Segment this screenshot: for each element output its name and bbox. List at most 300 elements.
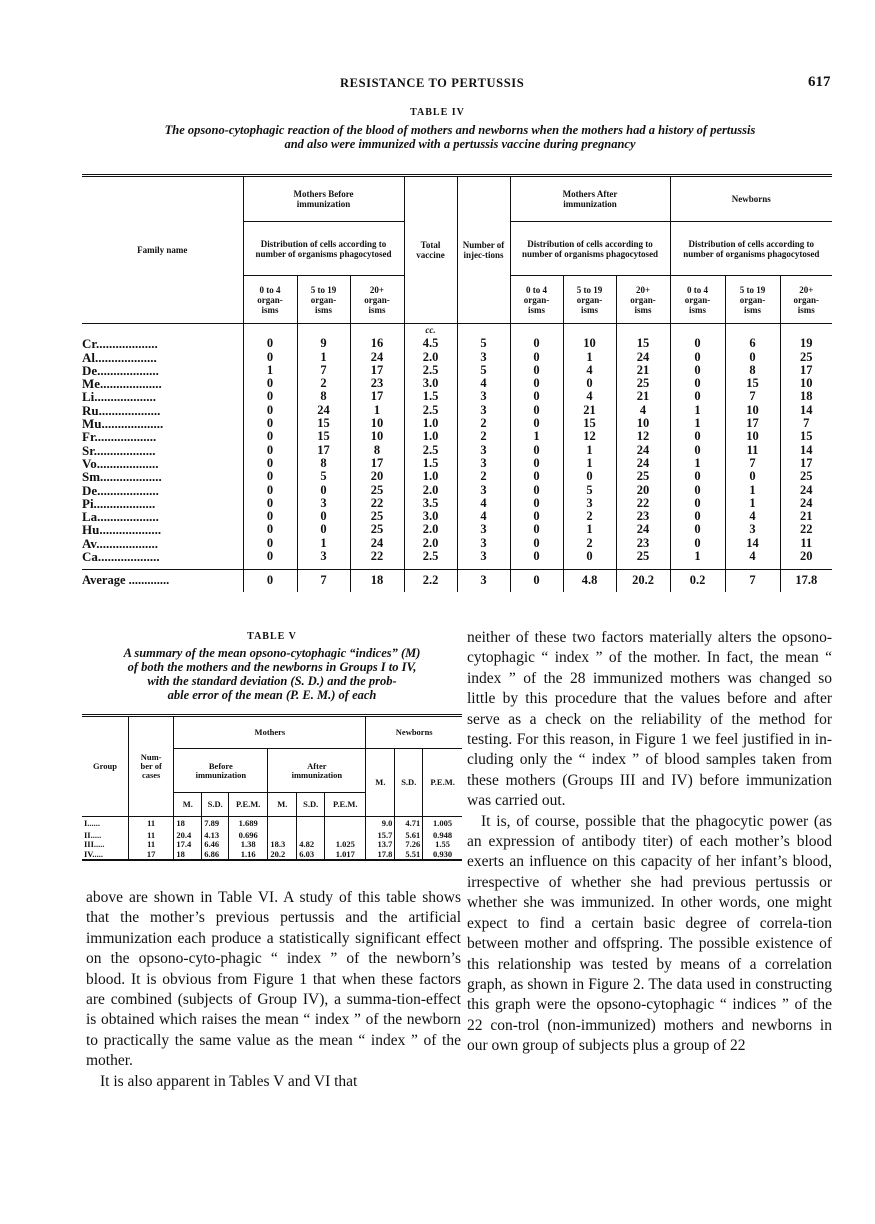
newborn-cell: 17 xyxy=(725,417,780,430)
mothers-after-cell: 0 xyxy=(510,537,563,550)
table-row xyxy=(82,430,832,443)
average-cell: 3 xyxy=(457,569,510,592)
mothers-after-cell: 12 xyxy=(563,430,616,443)
mothers-before-cell: 10 xyxy=(350,417,404,430)
newborn-cell: 7.26 xyxy=(395,840,423,850)
table-4-label: TABLE IV xyxy=(410,107,465,118)
mothers-after-cell: 1 xyxy=(563,523,616,536)
newborn-cell: 7 xyxy=(725,390,780,403)
newborn-cell: 7 xyxy=(725,457,780,470)
mothers-after-cell: 23 xyxy=(616,537,670,550)
newborn-cell: 0 xyxy=(670,430,725,443)
newborn-cell: 1 xyxy=(670,550,725,563)
after-cell: 18.3 xyxy=(268,840,297,850)
family-name-cell: Av................... xyxy=(82,537,243,550)
table-row xyxy=(82,444,832,457)
injections-cell: 3 xyxy=(457,484,510,497)
before-cell: 7.89 xyxy=(202,817,229,831)
table-5-label: TABLE V xyxy=(247,631,297,642)
cases-cell: 17 xyxy=(128,850,173,861)
newborn-cell: 24 xyxy=(800,482,813,497)
table-4 xyxy=(82,174,832,592)
mothers-after-cell: 22 xyxy=(616,497,670,510)
table-row xyxy=(82,377,832,390)
mothers-before-cell: 15 xyxy=(297,417,350,430)
cases-cell: 11 xyxy=(128,831,173,841)
total-vaccine-cell: 2.5 xyxy=(404,404,457,417)
table-row xyxy=(82,457,832,470)
mothers-after-cell: 4 xyxy=(563,364,616,377)
before-cell: 6.46 xyxy=(202,840,229,850)
table-4-caption-line-1: The opsono-cytophagic reaction of the blood of mothers and newborns when the mothers had a history of pertussis xyxy=(164,123,756,137)
header-ma-0to4: 0 to 4 organ-isms xyxy=(510,276,563,324)
header-distribution-newborns: Distribution of cells according to number of organisms phagocytosed xyxy=(670,222,832,276)
table-row xyxy=(82,850,462,861)
mothers-after-cell: 10 xyxy=(616,417,670,430)
mothers-before-cell: 1 xyxy=(297,351,350,364)
newborn-cell: 25 xyxy=(800,349,813,364)
mothers-before-cell: 7 xyxy=(297,364,350,377)
family-name-cell: Me................... xyxy=(82,377,243,390)
table-5-caption-line: with the standard deviation (S. D.) and the prob- xyxy=(147,674,397,688)
mothers-before-cell: 0 xyxy=(243,444,297,457)
total-vaccine-cell: 2.0 xyxy=(404,537,457,550)
page-number: 617 xyxy=(808,74,831,90)
paragraph: It is, of course, possible that the phagocytic power (as an expression of antibody titer) of each mother’s blood exerts an influence on this capacity of her infant’s blood, irrespective of whether she had previous pertussis or whether she was immunized. In other words, one might expect to find a certain basic degree of correla-tion between mother and offspring. The possible existence of this relationship was tested by means of a correlation graph, as shown in Figure 2. The data used in constructing this graph were the opsono-cytophagic “ indices ” of the 22 con-trol (non-immunized) mothers and newborns in our own group of subjects plus a group of 22 xyxy=(467,812,832,1055)
average-cell: 2.2 xyxy=(404,569,457,592)
injections-cell: 2 xyxy=(457,430,510,443)
injections-cell: 3 xyxy=(457,523,510,536)
newborn-cell: 0 xyxy=(670,351,725,364)
mothers-before-cell: 9 xyxy=(297,337,350,350)
before-cell: 1.16 xyxy=(229,850,268,861)
mothers-after-cell: 0 xyxy=(510,390,563,403)
mothers-after-cell: 0 xyxy=(510,364,563,377)
after-cell: 1.017 xyxy=(325,850,366,861)
table-row xyxy=(82,817,462,831)
header-mothers-before: Mothers Before immunization xyxy=(243,176,404,222)
before-cell: 18 xyxy=(174,817,202,831)
mothers-after-cell: 0 xyxy=(510,351,563,364)
group-cell: III..... xyxy=(82,840,128,850)
mothers-before-cell: 2 xyxy=(297,377,350,390)
total-vaccine-cell: 3.5 xyxy=(404,497,457,510)
injections-cell: 5 xyxy=(457,364,510,377)
mothers-after-cell: 0 xyxy=(510,497,563,510)
family-name-cell: La................... xyxy=(82,510,243,523)
newborn-cell: 0 xyxy=(670,364,725,377)
header-after-sd: S.D. xyxy=(297,793,325,817)
header-before-sd: S.D. xyxy=(202,793,229,817)
newborn-cell: 24 xyxy=(800,495,813,510)
mothers-after-cell: 0 xyxy=(510,510,563,523)
newborn-cell: 10 xyxy=(725,404,780,417)
newborn-cell: 4 xyxy=(725,510,780,523)
total-vaccine-cell: 1.0 xyxy=(404,417,457,430)
mothers-after-cell: 0 xyxy=(510,444,563,457)
newborn-cell: 1.005 xyxy=(423,817,462,831)
group-cell: II..... xyxy=(82,831,128,841)
mothers-before-cell: 15 xyxy=(297,430,350,443)
newborn-cell: 0 xyxy=(670,444,725,457)
newborn-cell: 21 xyxy=(800,509,813,524)
mothers-after-cell: 4 xyxy=(563,390,616,403)
average-label-cell: Average ............. xyxy=(82,569,243,592)
family-name-cell: Ca................... xyxy=(82,550,243,563)
header-nb-m: M. xyxy=(366,749,395,817)
total-vaccine-cell: 1.5 xyxy=(404,457,457,470)
total-vaccine-cell: 1.0 xyxy=(404,470,457,483)
newborn-cell: 14 xyxy=(800,402,813,417)
newborn-cell: 11 xyxy=(725,444,780,457)
mothers-before-cell: 17 xyxy=(350,457,404,470)
newborn-cell: 14 xyxy=(800,442,813,457)
newborn-cell: 0 xyxy=(670,484,725,497)
table-row xyxy=(82,417,832,430)
newborn-cell: 0 xyxy=(670,470,725,483)
mothers-after-cell: 24 xyxy=(616,444,670,457)
newborn-cell: 7 xyxy=(803,416,810,431)
family-name-cell: Li................... xyxy=(82,390,243,403)
before-cell: 17.4 xyxy=(174,840,202,850)
mothers-after-cell: 24 xyxy=(616,523,670,536)
family-name-cell: Ru................... xyxy=(82,404,243,417)
family-name-cell: Al................... xyxy=(82,351,243,364)
mothers-before-cell: 0 xyxy=(243,337,297,350)
mothers-before-cell: 1 xyxy=(297,537,350,550)
newborn-cell: 25 xyxy=(800,469,813,484)
table-row xyxy=(82,351,832,364)
mothers-before-cell: 0 xyxy=(243,484,297,497)
newborn-cell: 6 xyxy=(725,337,780,350)
mothers-after-cell: 0 xyxy=(510,470,563,483)
mothers-before-cell: 17 xyxy=(350,390,404,403)
total-vaccine-cell: 2.0 xyxy=(404,351,457,364)
mothers-after-cell: 1 xyxy=(510,430,563,443)
mothers-before-cell: 3 xyxy=(297,497,350,510)
total-vaccine-cell: 2.5 xyxy=(404,550,457,563)
mothers-before-cell: 5 xyxy=(297,470,350,483)
header-after-m: M. xyxy=(268,793,297,817)
mothers-after-cell: 15 xyxy=(616,337,670,350)
injections-cell: 4 xyxy=(457,497,510,510)
mothers-after-cell: 0 xyxy=(510,457,563,470)
newborn-cell: 9.0 xyxy=(366,817,395,831)
mothers-before-cell: 0 xyxy=(297,510,350,523)
mothers-before-cell: 0 xyxy=(243,351,297,364)
newborn-cell: 17 xyxy=(800,455,813,470)
group-cell: I...... xyxy=(82,817,128,831)
mothers-after-cell: 5 xyxy=(563,484,616,497)
mothers-after-cell: 3 xyxy=(563,497,616,510)
header-mothers: Mothers xyxy=(174,716,366,749)
mothers-before-cell: 0 xyxy=(243,377,297,390)
mothers-before-cell: 0 xyxy=(243,390,297,403)
table-row xyxy=(82,523,832,536)
injections-cell: 3 xyxy=(457,537,510,550)
newborn-cell: 17 xyxy=(800,362,813,377)
mothers-after-cell: 0 xyxy=(510,377,563,390)
mothers-before-cell: 0 xyxy=(297,523,350,536)
mothers-before-cell: 8 xyxy=(297,390,350,403)
total-vaccine-cell: 2.5 xyxy=(404,444,457,457)
newborn-cell: 3 xyxy=(725,523,780,536)
header-newborns: Newborns xyxy=(670,176,832,222)
header-distribution-after: Distribution of cells according to number of organisms phagocytosed xyxy=(510,222,670,276)
family-name-cell: Hu................... xyxy=(82,523,243,536)
mothers-before-cell: 24 xyxy=(350,537,404,550)
average-cell: 20.2 xyxy=(616,569,670,592)
mothers-after-cell: 21 xyxy=(616,364,670,377)
newborn-cell: 22 xyxy=(800,522,813,537)
paragraph: neither of these two factors materially alters the opsono-cytophagic “ index ” of the mother. In fact, the mean “ index ” of the 28 immunized mothers was changed so little by this procedure that the values before and after serve as a check on the reliability of the method for testing. For this reason, in Figure 1 we feel justified in in-cluding only the “ index ” of blood samples taken from these mothers (Groups III and IV) before immunization was carried out. xyxy=(467,629,832,810)
average-cell: 7 xyxy=(297,569,350,592)
mothers-before-cell: 20 xyxy=(350,470,404,483)
injections-cell: 4 xyxy=(457,510,510,523)
mothers-before-cell: 0 xyxy=(243,537,297,550)
newborn-cell: 0 xyxy=(725,470,780,483)
header-nb-5to19: 5 to 19 organ-isms xyxy=(725,276,780,324)
mothers-after-cell: 21 xyxy=(563,404,616,417)
newborn-cell: 19 xyxy=(800,336,813,351)
injections-cell: 3 xyxy=(457,404,510,417)
mothers-after-cell: 1 xyxy=(563,457,616,470)
mothers-before-cell: 24 xyxy=(297,404,350,417)
injections-cell: 2 xyxy=(457,417,510,430)
newborn-cell: 1.55 xyxy=(435,839,451,849)
mothers-before-cell: 25 xyxy=(350,523,404,536)
mothers-before-cell: 10 xyxy=(350,430,404,443)
header-number-of-cases: Num-ber of cases xyxy=(128,716,173,817)
mothers-after-cell: 23 xyxy=(616,510,670,523)
injections-cell: 3 xyxy=(457,444,510,457)
newborn-cell: 20 xyxy=(800,549,813,564)
newborn-cell: 15.7 xyxy=(366,831,395,841)
mothers-after-cell: 2 xyxy=(563,537,616,550)
mothers-after-cell: 0 xyxy=(510,404,563,417)
mothers-after-cell: 0 xyxy=(563,550,616,563)
table-row xyxy=(82,537,832,550)
table-row xyxy=(82,484,832,497)
mothers-before-cell: 1 xyxy=(243,364,297,377)
table-row xyxy=(82,470,832,483)
injections-cell: 3 xyxy=(457,457,510,470)
mothers-after-cell: 4 xyxy=(616,404,670,417)
newborn-cell: 1 xyxy=(725,484,780,497)
header-nb-pem: P.E.M. xyxy=(423,749,462,817)
mothers-before-cell: 24 xyxy=(350,351,404,364)
average-cell: 0 xyxy=(243,569,297,592)
group-cell: IV..... xyxy=(82,850,128,861)
newborn-cell: 10 xyxy=(725,430,780,443)
header-group: Group xyxy=(82,716,128,817)
before-cell: 1.38 xyxy=(229,840,268,850)
table-row xyxy=(82,510,832,523)
newborn-cell: 1 xyxy=(725,497,780,510)
newborn-cell: 0 xyxy=(670,497,725,510)
mothers-before-cell: 22 xyxy=(350,550,404,563)
mothers-after-cell: 0 xyxy=(510,417,563,430)
total-vaccine-cell: 2.0 xyxy=(404,523,457,536)
before-cell: 4.13 xyxy=(202,831,229,841)
family-name-cell: Vo................... xyxy=(82,457,243,470)
mothers-after-cell: 1 xyxy=(563,444,616,457)
mothers-before-cell: 0 xyxy=(243,470,297,483)
injections-cell: 3 xyxy=(457,550,510,563)
newborn-cell: 11 xyxy=(800,535,813,550)
mothers-after-cell: 0 xyxy=(563,470,616,483)
header-before-m: M. xyxy=(174,793,202,817)
before-cell: 18 xyxy=(174,850,202,861)
mothers-after-cell: 25 xyxy=(616,550,670,563)
header-after-pem: P.E.M. xyxy=(325,793,366,817)
newborn-cell: 5.61 xyxy=(395,831,423,841)
table-row xyxy=(82,364,832,377)
newborn-cell: 1 xyxy=(670,417,725,430)
mothers-after-cell: 0 xyxy=(510,523,563,536)
newborn-cell: 0.948 xyxy=(433,829,453,840)
table-5-caption xyxy=(82,646,462,702)
after-cell xyxy=(325,817,366,831)
mothers-after-cell: 10 xyxy=(563,337,616,350)
newborn-cell: 10 xyxy=(800,376,813,391)
total-vaccine-cell: 1.5 xyxy=(404,390,457,403)
family-name-cell: Sm................... xyxy=(82,470,243,483)
average-cell: 0.2 xyxy=(670,569,725,592)
after-cell: 6.03 xyxy=(297,850,325,861)
running-title: RESISTANCE TO PERTUSSIS xyxy=(340,76,525,90)
newborn-cell: 1 xyxy=(670,457,725,470)
newborn-cell: 8 xyxy=(725,364,780,377)
mothers-before-cell: 8 xyxy=(350,444,404,457)
cases-cell: 11 xyxy=(128,840,173,850)
header-mb-20plus: 20+ organ-isms xyxy=(350,276,404,324)
mothers-after-cell: 15 xyxy=(563,417,616,430)
newborn-cell: 14 xyxy=(725,537,780,550)
family-name-cell: Fr................... xyxy=(82,430,243,443)
before-cell: 20.4 xyxy=(174,831,202,841)
mothers-after-cell: 0 xyxy=(563,377,616,390)
mothers-before-cell: 8 xyxy=(297,457,350,470)
mothers-before-cell: 16 xyxy=(350,337,404,350)
before-cell: 6.86 xyxy=(202,850,229,861)
injections-cell: 3 xyxy=(457,390,510,403)
paragraph: It is also apparent in Tables V and VI that xyxy=(100,1072,358,1090)
header-family-name: Family name xyxy=(82,176,243,324)
mothers-before-cell: 22 xyxy=(350,497,404,510)
before-cell: 1.689 xyxy=(229,817,268,831)
mothers-before-cell: 17 xyxy=(297,444,350,457)
mothers-after-cell: 25 xyxy=(616,377,670,390)
mothers-after-cell: 0 xyxy=(510,550,563,563)
mothers-before-cell: 0 xyxy=(243,430,297,443)
before-cell: 0.696 xyxy=(229,831,268,841)
after-cell xyxy=(268,817,297,831)
header-nb-20plus: 20+ organ-isms xyxy=(780,276,832,324)
table-row xyxy=(82,390,832,403)
newborn-cell: 4.71 xyxy=(395,817,423,831)
newborn-cell: 18 xyxy=(800,389,813,404)
unit-cc: cc. xyxy=(404,324,457,338)
total-vaccine-cell: 4.5 xyxy=(404,337,457,350)
average-cell: 17.8 xyxy=(780,569,832,592)
newborn-cell: 0 xyxy=(670,523,725,536)
right-column-text xyxy=(467,628,832,1057)
newborn-cell: 0 xyxy=(670,537,725,550)
total-vaccine-cell: 3.0 xyxy=(404,377,457,390)
after-cell: 20.2 xyxy=(268,850,297,861)
mothers-before-cell: 0 xyxy=(243,550,297,563)
family-name-cell: Mu................... xyxy=(82,417,243,430)
newborn-cell: 0 xyxy=(670,337,725,350)
total-vaccine-cell: 2.5 xyxy=(404,364,457,377)
mothers-before-cell: 0 xyxy=(243,404,297,417)
mothers-after-cell: 2 xyxy=(563,510,616,523)
left-column-text xyxy=(86,888,461,1092)
mothers-before-cell: 0 xyxy=(243,417,297,430)
table-5-caption-line: of both the mothers and the newborns in Groups I to IV, xyxy=(127,660,417,674)
mothers-after-cell: 0 xyxy=(510,484,563,497)
mothers-before-cell: 1 xyxy=(350,404,404,417)
mothers-before-cell: 0 xyxy=(297,484,350,497)
average-cell: 0 xyxy=(510,569,563,592)
header-ma-20plus: 20+ organ-isms xyxy=(616,276,670,324)
newborn-cell: 0.930 xyxy=(423,850,462,861)
newborn-cell: 13.7 xyxy=(366,840,395,850)
table-5-caption-line: able error of the mean (P. E. M.) of each xyxy=(167,688,377,702)
mothers-before-cell: 0 xyxy=(243,523,297,536)
paragraph: above are shown in Table VI. A study of this table shows that the mother’s previous pertussis and the artificial immunization each produce a statistically significant effect on the opsono-cyto-phagic “ index ” of the newborn’s blood. It is obvious from Figure 1 that when these factors are combined (subjects of Group IV), a summa-tion-effect is obtained which raises the mean “ index ” of the newborn to practically the same value as the mean “ index ” of the mother. xyxy=(86,889,461,1070)
newborn-cell: 0 xyxy=(670,510,725,523)
family-name-cell: Cr................... xyxy=(82,337,243,350)
header-mb-0to4: 0 to 4 organ-isms xyxy=(243,276,297,324)
average-cell: 7 xyxy=(725,569,780,592)
mothers-before-cell: 3 xyxy=(297,550,350,563)
mothers-after-cell: 20 xyxy=(616,484,670,497)
mothers-after-cell: 0 xyxy=(510,337,563,350)
mothers-before-cell: 0 xyxy=(243,510,297,523)
header-number-injections: Number of injec-tions xyxy=(457,176,510,324)
table-4-body xyxy=(82,324,832,592)
after-cell: 1.025 xyxy=(325,840,366,850)
injections-cell: 5 xyxy=(457,337,510,350)
newborn-cell: 5.51 xyxy=(395,850,423,861)
after-cell xyxy=(297,817,325,831)
average-cell: 4.8 xyxy=(563,569,616,592)
newborn-cell: 15 xyxy=(725,377,780,390)
mothers-after-cell: 21 xyxy=(616,390,670,403)
table-5 xyxy=(82,714,462,861)
family-name-cell: Sr................... xyxy=(82,444,243,457)
table-4-caption-line-2: and also were immunized with a pertussis vaccine during pregnancy xyxy=(284,137,636,151)
mothers-after-cell: 1 xyxy=(563,351,616,364)
family-name-cell: De................... xyxy=(82,364,243,377)
table-row xyxy=(82,337,832,350)
mothers-before-cell: 25 xyxy=(350,484,404,497)
mothers-before-cell: 17 xyxy=(350,364,404,377)
header-mothers-after: Mothers After immunization xyxy=(510,176,670,222)
family-name-cell: De................... xyxy=(82,484,243,497)
header-nb-0to4: 0 to 4 organ-isms xyxy=(670,276,725,324)
table-5-body xyxy=(82,817,462,861)
total-vaccine-cell: 1.0 xyxy=(404,430,457,443)
newborn-cell: 1 xyxy=(670,404,725,417)
mothers-before-cell: 23 xyxy=(350,377,404,390)
newborn-cell: 0 xyxy=(670,390,725,403)
injections-cell: 3 xyxy=(457,351,510,364)
header-nb-sd: S.D. xyxy=(395,749,423,817)
newborn-cell: 15 xyxy=(800,429,813,444)
